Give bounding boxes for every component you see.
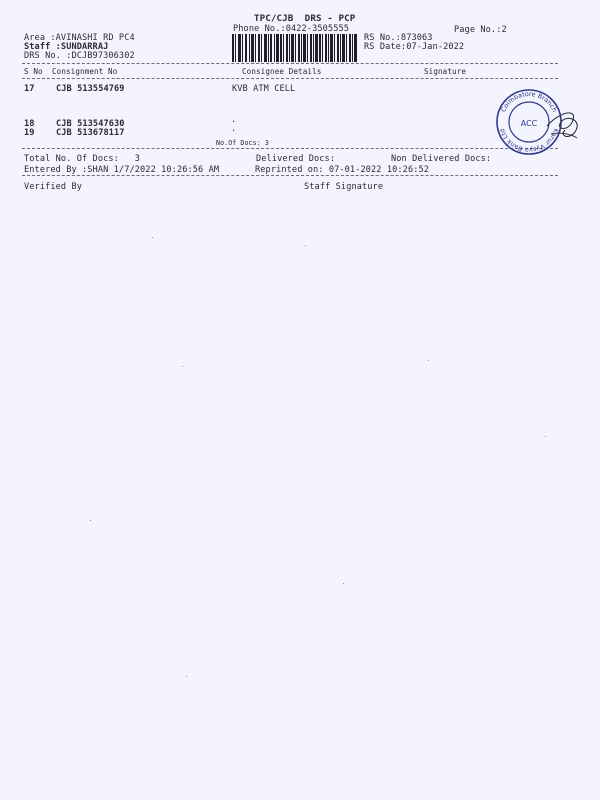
- area-field: Area :AVINASHI RD PC4: [24, 33, 135, 43]
- divider: [22, 78, 558, 79]
- row-sno: 18: [24, 119, 35, 129]
- row-consignee: .: [231, 115, 237, 125]
- drs-number: DRS No. :DCJB97306302: [24, 51, 135, 61]
- entered-by: Entered By :SHAN 1/7/2022 10:26:56 AM: [24, 165, 220, 175]
- total-docs: Total No. Of Docs: 3: [24, 154, 141, 164]
- scan-speck: [343, 583, 344, 584]
- scan-speck: [305, 245, 306, 246]
- document-title: TPC/CJB DRS - PCP: [254, 13, 356, 24]
- scan-speck: [545, 436, 546, 437]
- delivered-docs: Delivered Docs:: [256, 154, 336, 164]
- row-consignment: CJB 513547630: [56, 119, 125, 129]
- no-of-docs-note: No.Of Docs: 3: [216, 139, 269, 147]
- row-sno: 19: [24, 128, 35, 138]
- rs-date: RS Date:07-Jan-2022: [364, 42, 465, 52]
- phone-number: Phone No.:0422-3505555: [233, 24, 350, 34]
- reprinted-on: Reprinted on: 07-01-2022 10:26:52: [255, 165, 430, 175]
- non-delivered-docs: Non Delivered Docs:: [391, 154, 492, 164]
- rs-number: RS No.:873063: [364, 33, 433, 43]
- row-sno: 17: [24, 84, 35, 94]
- row-consignment: CJB 513554769: [56, 84, 125, 94]
- column-header-consignment: Consignment No: [52, 67, 118, 76]
- barcode: [232, 34, 357, 62]
- bank-stamp: [489, 86, 589, 156]
- column-header-signature: Signature: [424, 67, 467, 76]
- scan-speck: [152, 237, 153, 238]
- column-header-sno: S No: [24, 67, 43, 76]
- row-consignee: .: [231, 124, 237, 134]
- stamp-center: ACC: [520, 119, 538, 128]
- divider: [22, 148, 558, 149]
- scan-speck: [428, 360, 429, 361]
- page-number: Page No.:2: [454, 25, 507, 35]
- scan-speck: [90, 520, 91, 521]
- row-consignment: CJB 513678117: [56, 128, 125, 138]
- divider: [22, 175, 558, 176]
- verified-by: Verified By: [24, 182, 83, 192]
- staff-field: Staff :SUNDARRAJ: [24, 42, 109, 52]
- column-header-consignee: Consignee Details: [242, 67, 322, 76]
- stamp-text-bottom: Coimbatore Branch: [499, 89, 559, 114]
- scan-speck: [186, 676, 187, 677]
- row-consignee: KVB ATM CELL: [232, 84, 296, 94]
- stamp-text-top: Karur Vysya Bank Ltd: [497, 127, 561, 155]
- svg-text:Karur Vysya Bank Ltd: [498, 128, 560, 155]
- divider: [22, 63, 558, 64]
- staff-signature: Staff Signature: [304, 182, 384, 192]
- scan-speck: [182, 366, 183, 367]
